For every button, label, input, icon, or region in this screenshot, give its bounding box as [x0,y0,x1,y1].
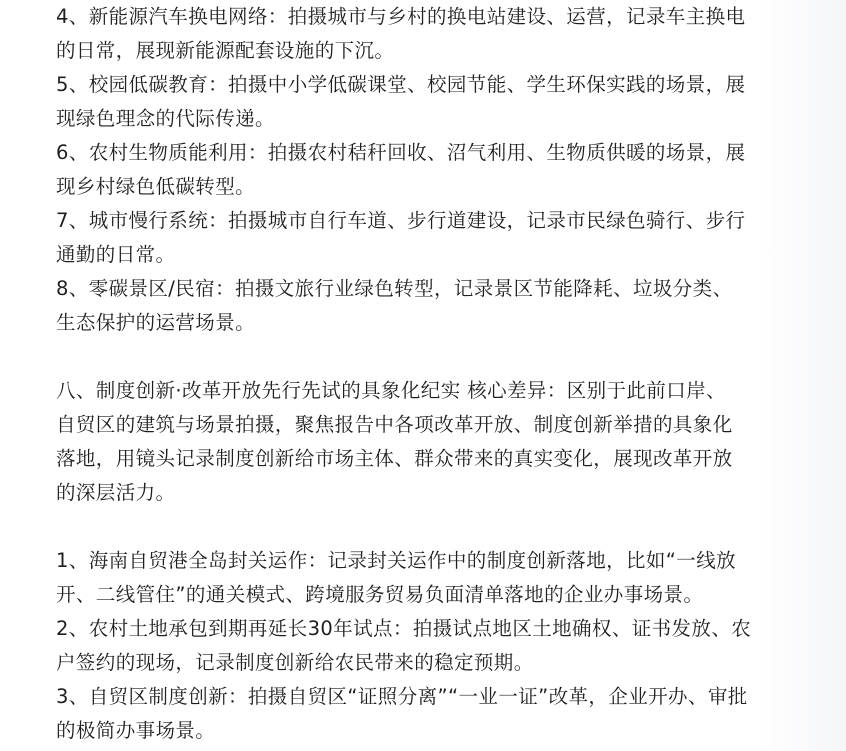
text-line: 的极简办事场景。 [56,719,216,742]
section-heading-line: 八、制度创新·改革开放先行先试的具象化纪实 核心差异：区别于此前口岸、 [56,379,726,402]
text-line: 6、农村生物质能利用：拍摄农村秸秆回收、沼气利用、生物质供暖的场景，展 [56,141,746,164]
text-line: 8、零碳景区/民宿：拍摄文旅行业绿色转型，记录景区节能降耗、垃圾分类、 [56,277,733,300]
text-line: 通勤的日常。 [56,243,176,266]
text-line: 1、海南自贸港全岛封关运作：记录封关运作中的制度创新落地，比如“一线放 [56,549,737,572]
paragraph-gap [56,340,786,374]
text-line: 7、城市慢行系统：拍摄城市自行车道、步行道建设，记录市民绿色骑行、步行 [56,209,746,232]
text-line: 2、农村土地承包到期再延长30年试点：拍摄试点地区土地确权、证书发放、农 [56,617,752,640]
text-line: 生态保护的运营场景。 [56,311,256,334]
text-line: 开、二线管住”的通关模式、跨境服务贸易负面清单落地的企业办事场景。 [56,583,704,606]
text-line: 的深层活力。 [56,481,176,504]
text-line: 自贸区的建筑与场景拍摄，聚焦报告中各项改革开放、制度创新举措的具象化 [56,413,733,436]
text-line: 的日常，展现新能源配套设施的下沉。 [56,39,395,62]
text-line: 5、校园低碳教育：拍摄中小学低碳课堂、校园节能、学生环保实践的场景，展 [56,73,746,96]
text-line: 现绿色理念的代际传递。 [56,107,275,130]
text-line: 落地，用镜头记录制度创新给市场主体、群众带来的真实变化，展现改革开放 [56,447,733,470]
text-line: 4、新能源汽车换电网络：拍摄城市与乡村的换电站建设、运营，记录车主换电 [56,5,746,28]
text-line: 户签约的现场，记录制度创新给农民带来的稳定预期。 [56,651,534,674]
document-body [56,0,786,748]
paragraph-gap [56,510,786,544]
text-line: 3、自贸区制度创新：拍摄自贸区“证照分离”“一业一证”改革，企业开办、审批 [56,685,748,708]
text-line: 现乡村绿色低碳转型。 [56,175,256,198]
